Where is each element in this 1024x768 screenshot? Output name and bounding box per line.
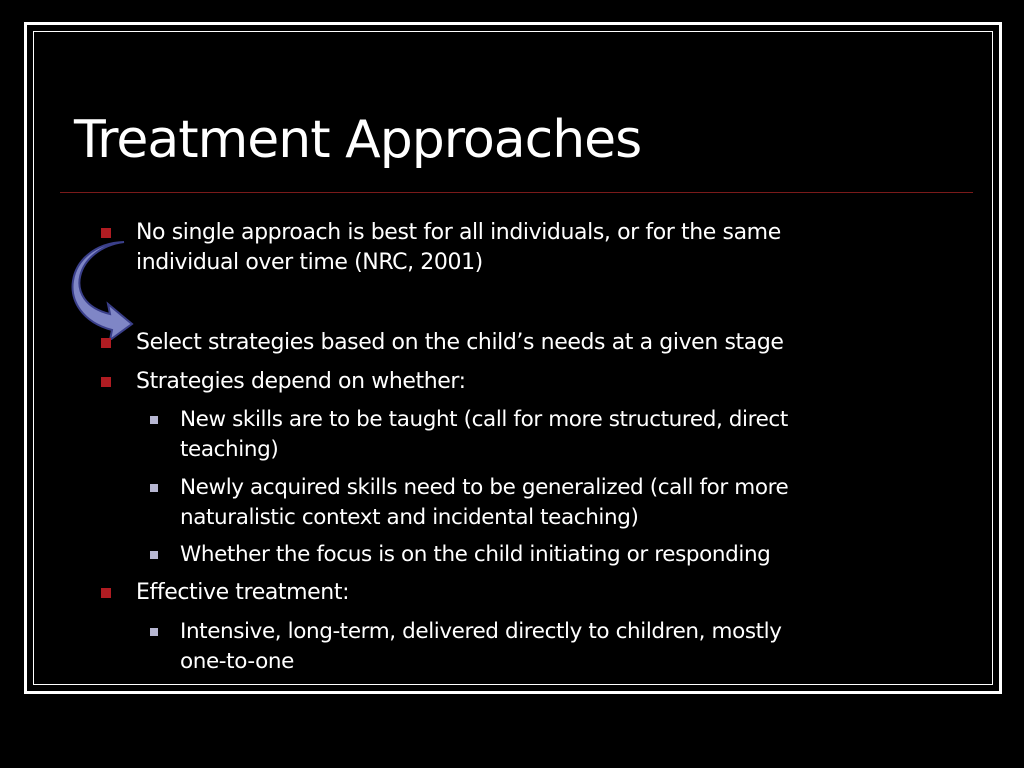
sub-bullet-marker [150, 484, 158, 492]
sub-bullet-item [180, 617, 782, 677]
sub-bullet-marker [150, 416, 158, 424]
bullet-line: naturalistic context and incidental teaching) [180, 505, 639, 530]
bullet-item [136, 328, 784, 358]
bullet-marker [101, 338, 111, 348]
bullet-item [136, 218, 781, 278]
slide-title: Treatment Approaches [74, 110, 642, 170]
sub-bullet-marker [150, 551, 158, 559]
sub-bullet-marker [150, 628, 158, 636]
bullet-line: Select strategies based on the child’s needs at a given stage [136, 330, 784, 355]
title-divider [60, 192, 973, 193]
bullet-line: No single approach is best for all individuals, or for the same [136, 220, 781, 245]
curved-arrow-icon [66, 240, 136, 340]
sub-bullet-item [180, 405, 788, 465]
sub-bullet-item [180, 540, 770, 570]
bullet-line: New skills are to be taught (call for more structured, direct [180, 407, 788, 432]
bullet-line: one-to-one [180, 649, 294, 674]
bullet-marker [101, 377, 111, 387]
bullet-marker [101, 228, 111, 238]
bullet-line: Whether the focus is on the child initiating or responding [180, 542, 771, 567]
bullet-item [136, 367, 466, 397]
bullet-marker [101, 588, 111, 598]
bullet-line: teaching) [180, 437, 279, 462]
bullet-line: individual over time (NRC, 2001) [136, 250, 483, 275]
bullet-line: Intensive, long-term, delivered directly to children, mostly [180, 619, 782, 644]
bullet-line: Effective treatment: [136, 580, 350, 605]
bullet-line: Strategies depend on whether: [136, 369, 466, 394]
bullet-line: Newly acquired skills need to be generalized (call for more [180, 475, 789, 500]
sub-bullet-item [180, 473, 788, 533]
bullet-item [136, 578, 349, 608]
